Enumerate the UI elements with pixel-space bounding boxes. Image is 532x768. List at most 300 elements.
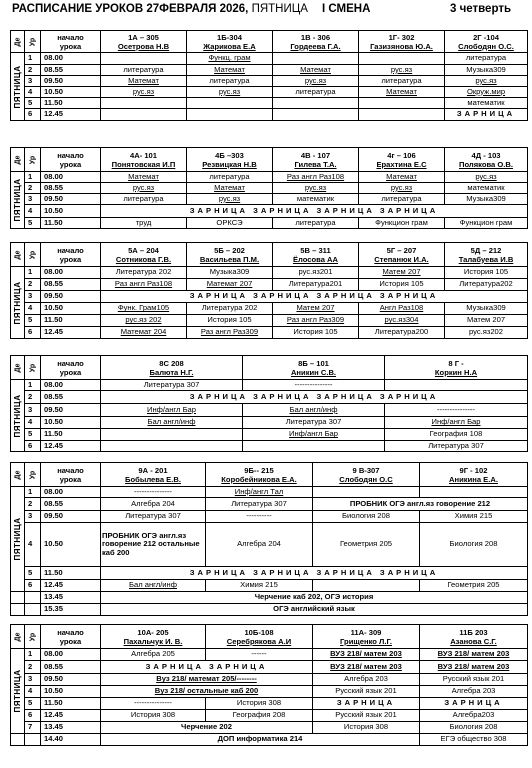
lesson-row xyxy=(11,511,528,523)
lesson-cell: литература xyxy=(359,194,445,205)
lesson-cell xyxy=(359,98,445,109)
lesson-number: 3 xyxy=(25,404,41,417)
lesson-cell: Музыка309 xyxy=(445,194,528,205)
lesson-cell xyxy=(359,53,445,65)
teacher-name: Азанова С.Г. xyxy=(450,636,497,646)
lesson-cell: Инф/англ Бар xyxy=(243,429,385,441)
lesson-cell: ЗАРНИЦА ЗАРНИЦА ЗАРНИЦА ЗАРНИЦА xyxy=(101,291,528,303)
lesson-cell: Литература201 xyxy=(273,279,359,291)
teacher-name: Коробейникова Е.А. xyxy=(221,474,297,484)
lesson-row xyxy=(11,429,528,441)
lesson-cell xyxy=(273,98,359,109)
class-name: 4г – 106 xyxy=(387,150,416,160)
lesson-cell: Раз англ Раз108 xyxy=(273,172,359,183)
lesson-cell: Биология 208 xyxy=(313,511,420,523)
teacher-name: Пахальчук И. В. xyxy=(123,636,183,646)
class-name: 8Б – 101 xyxy=(298,358,329,368)
lesson-row xyxy=(11,87,528,98)
lesson-cell xyxy=(187,109,273,121)
lesson-cell: Биология 208 xyxy=(420,722,528,734)
lesson-cell: рус.яз xyxy=(273,76,359,87)
lesson-number: 2 xyxy=(25,498,41,511)
lesson-cell: Русский язык 201 xyxy=(313,710,420,722)
lesson-cell: ПРОБНИК ОГЭ англ.яз говорение 212 остальные каб 200 xyxy=(101,523,206,567)
class-name: 5В – 311 xyxy=(300,245,331,255)
lesson-number: 4 xyxy=(25,87,41,98)
lesson-cell: История 105 xyxy=(445,267,528,279)
lesson-number: 6 xyxy=(25,109,41,121)
class-name: 2Г -104 xyxy=(473,32,499,42)
class-header xyxy=(385,356,528,380)
lesson-row xyxy=(11,315,528,327)
class-name: 8 Г - xyxy=(448,358,464,368)
teacher-name: Жарикова Е.А xyxy=(203,41,256,51)
class-header xyxy=(101,148,187,172)
teacher-name: Васильева П.М. xyxy=(199,254,260,264)
lesson-time: 11.50 xyxy=(41,698,101,710)
day-name: ПЯТНИЦА xyxy=(12,517,22,561)
lesson-cell: Математ xyxy=(187,65,273,76)
day-column-header: Де xyxy=(11,243,25,267)
lesson-row xyxy=(11,722,528,734)
lesson-number: 6 xyxy=(25,710,41,722)
lesson-number: 6 xyxy=(25,580,41,592)
class-name: 4Б –303 xyxy=(215,150,244,160)
teacher-name: Балюта Н.Г. xyxy=(149,367,194,377)
class-name: 1Б-304 xyxy=(217,32,242,42)
teacher-name: Резвицкая Н.В xyxy=(202,159,257,169)
class-header xyxy=(420,463,528,487)
lesson-cell xyxy=(359,109,445,121)
teacher-name: Сотникова Г.В. xyxy=(115,254,172,264)
lesson-cell: Математ 207 xyxy=(187,279,273,291)
lesson-cell: История 308 xyxy=(101,710,206,722)
lesson-time: 09.50 xyxy=(41,404,101,417)
class-header xyxy=(101,243,187,267)
lesson-number: 1 xyxy=(25,53,41,65)
lesson-cell: Окруж.мир xyxy=(445,87,528,98)
lesson-cell xyxy=(101,53,187,65)
lesson-number: 6 xyxy=(25,327,41,339)
teacher-name: Аникин С.В. xyxy=(290,367,337,377)
lesson-number: 3 xyxy=(25,194,41,205)
lesson-number: 3 xyxy=(25,291,41,303)
day-cell xyxy=(11,53,25,121)
lesson-row xyxy=(11,205,528,218)
lesson-cell: литература xyxy=(359,76,445,87)
start-label: урока xyxy=(59,254,82,264)
lesson-column-header: Ур xyxy=(25,148,41,172)
lesson-cell: ВУЗ 218/ матем 203 xyxy=(420,649,528,661)
day-cell xyxy=(11,267,25,339)
day-cell-empty xyxy=(11,604,25,616)
lesson-cell: математик xyxy=(445,98,528,109)
lesson-cell: рус.яз xyxy=(445,172,528,183)
class-name: 5Б – 202 xyxy=(214,245,245,255)
lesson-number: 2 xyxy=(25,279,41,291)
lesson-cell: --------------- xyxy=(243,380,385,391)
lesson-row xyxy=(11,172,528,183)
schedule-title: РАСПИСАНИЕ УРОКОВ 27ФЕВРАЛЯ 2026, ПЯТНИЦА xyxy=(12,3,308,15)
lesson-cell: математик xyxy=(445,183,528,194)
lesson-cell: История 105 xyxy=(359,279,445,291)
lesson-cell: --------------- xyxy=(101,487,206,498)
lesson-cell: Раз англ Раз309 xyxy=(273,315,359,327)
lesson-number xyxy=(25,604,41,616)
class-header xyxy=(313,625,420,649)
lesson-cell: литература xyxy=(187,76,273,87)
quarter-label: 3 четверть xyxy=(450,3,512,15)
lesson-time: 08.55 xyxy=(41,498,101,511)
class-name: 11Б 203 xyxy=(459,627,488,637)
lesson-cell: труд xyxy=(101,218,187,229)
lesson-cell: Музыка309 xyxy=(445,65,528,76)
lesson-cell: Литература 202 xyxy=(101,267,187,279)
lesson-cell: Музыка309 xyxy=(445,303,528,315)
lesson-cell: Математ xyxy=(101,172,187,183)
class-header xyxy=(420,625,528,649)
day-name: ПЯТНИЦА xyxy=(12,280,22,325)
lesson-cell: Геометрия 205 xyxy=(420,580,528,592)
lesson-row xyxy=(11,98,528,109)
start-label: урока xyxy=(59,636,82,646)
start-column-header xyxy=(41,356,101,380)
class-header xyxy=(445,243,528,267)
lesson-number: 5 xyxy=(25,567,41,580)
class-header xyxy=(359,243,445,267)
lesson-time: 10.50 xyxy=(41,303,101,315)
day-column-header: Де xyxy=(11,463,25,487)
lesson-time: 08.55 xyxy=(41,65,101,76)
class-header xyxy=(206,463,313,487)
lesson-cell: рус.яз xyxy=(445,76,528,87)
lesson-cell: Литература 307 xyxy=(101,380,243,391)
class-header xyxy=(359,148,445,172)
lesson-cell: География 208 xyxy=(206,710,313,722)
teacher-name: Грищенко Л.Г. xyxy=(340,636,392,646)
lesson-number: 4 xyxy=(25,205,41,218)
lesson-cell: Биология 208 xyxy=(420,523,528,567)
lesson-cell: География 108 xyxy=(385,429,528,441)
lesson-cell: Математ xyxy=(101,76,187,87)
lesson-cell: Черчение 202 xyxy=(101,722,313,734)
start-label: начало xyxy=(57,627,84,637)
lesson-cell: Математ xyxy=(359,172,445,183)
lesson-cell: литература xyxy=(273,218,359,229)
day-name: ПЯТНИЦА xyxy=(12,178,22,222)
lesson-cell: ---------- xyxy=(206,511,313,523)
lesson-cell: Литература 202 xyxy=(187,303,273,315)
lesson-time: 09.50 xyxy=(41,291,101,303)
lesson-column-header: Ур xyxy=(25,356,41,380)
lesson-time: 09.50 xyxy=(41,674,101,686)
lesson-row xyxy=(11,649,528,661)
lesson-row xyxy=(11,76,528,87)
lesson-number: 2 xyxy=(25,183,41,194)
lesson-time: 08.55 xyxy=(41,391,101,404)
lesson-cell xyxy=(187,98,273,109)
b1-header-row xyxy=(11,31,528,53)
lesson-cell: Инф/англ Тал xyxy=(206,487,313,498)
lesson-row xyxy=(11,674,528,686)
lesson-cell: Математ xyxy=(273,65,359,76)
teacher-name: Гордеева Г.А. xyxy=(290,41,341,51)
start-label: урока xyxy=(59,367,82,377)
lesson-time: 10.50 xyxy=(41,686,101,698)
lesson-cell: Англ Раз108 xyxy=(359,303,445,315)
lesson-cell: ВУЗ 218/ матем 203 xyxy=(313,649,420,661)
start-label: урока xyxy=(59,159,82,169)
lesson-cell: ОГЭ английский язык xyxy=(101,604,528,616)
lesson-cell: Алгебра 203 xyxy=(313,674,420,686)
lesson-number: 7 xyxy=(25,722,41,734)
lesson-number: 4 xyxy=(25,303,41,315)
start-column-header xyxy=(41,625,101,649)
class-name: 5А – 204 xyxy=(128,245,159,255)
teacher-name: Степанюк И.А. xyxy=(374,254,429,264)
lesson-cell: рус.яз202 xyxy=(445,327,528,339)
lesson-cell: Математ xyxy=(187,183,273,194)
teacher-name: Ерахтина Е.С xyxy=(376,159,427,169)
lesson-row xyxy=(11,380,528,391)
teacher-name: Осетрова Н.В xyxy=(117,41,170,51)
lesson-time: 08.00 xyxy=(41,172,101,183)
lesson-cell: Математ xyxy=(359,87,445,98)
lesson-cell: ЗАРНИЦА xyxy=(313,698,420,710)
lesson-row xyxy=(11,698,528,710)
lesson-time: 11.50 xyxy=(41,429,101,441)
class-header xyxy=(101,31,187,53)
lesson-cell: ЗАРНИЦА ЗАРНИЦА xyxy=(101,661,313,674)
lesson-time: 12.45 xyxy=(41,710,101,722)
lesson-cell: ОРКСЭ xyxy=(187,218,273,229)
class-name: 4Д - 103 xyxy=(471,150,501,160)
lesson-row xyxy=(11,441,528,452)
lesson-time: 12.45 xyxy=(41,327,101,339)
lesson-cell: рус.яз201 xyxy=(273,267,359,279)
lesson-cell: --------------- xyxy=(101,698,206,710)
lesson-cell: Функцион грам xyxy=(445,218,528,229)
lesson-row xyxy=(11,417,528,429)
lesson-row xyxy=(11,303,528,315)
lesson-cell: Литература 307 xyxy=(243,417,385,429)
lesson-cell: Инф/англ Бар xyxy=(385,417,528,429)
lesson-cell: ВУЗ 218/ матем 203 xyxy=(313,661,420,674)
lesson-time: 12.45 xyxy=(41,580,101,592)
lesson-time: 09.50 xyxy=(41,511,101,523)
lesson-cell: Функ. Грам105 xyxy=(101,303,187,315)
lesson-time: 13.45 xyxy=(41,592,101,604)
day-name: ПЯТНИЦА xyxy=(12,64,22,109)
class-header xyxy=(101,463,206,487)
lesson-number: 1 xyxy=(25,487,41,498)
class-header xyxy=(445,148,528,172)
lesson-number: 5 xyxy=(25,315,41,327)
lesson-cell: Музыка309 xyxy=(187,267,273,279)
lesson-time: 08.00 xyxy=(41,649,101,661)
class-name: 5Г – 207 xyxy=(386,245,417,255)
start-label: начало xyxy=(57,32,84,42)
lesson-time: 10.50 xyxy=(41,417,101,429)
class-header xyxy=(187,31,273,53)
day-cell xyxy=(11,380,25,452)
b2-header-row xyxy=(11,148,528,172)
teacher-name: Слободян О.С. xyxy=(458,41,514,51)
lesson-number: 2 xyxy=(25,65,41,76)
lesson-cell: литература xyxy=(101,194,187,205)
lesson-time: 14.40 xyxy=(41,734,101,746)
lesson-time: 09.50 xyxy=(41,194,101,205)
lesson-time: 11.50 xyxy=(41,98,101,109)
class-header xyxy=(313,463,420,487)
lesson-row xyxy=(11,710,528,722)
lesson-cell: Матем 207 xyxy=(359,267,445,279)
lesson-row xyxy=(11,604,528,616)
day-name: ПЯТНИЦА xyxy=(12,669,22,713)
lesson-cell: Матем 207 xyxy=(273,303,359,315)
lesson-cell: История 105 xyxy=(273,327,359,339)
lesson-number: 1 xyxy=(25,172,41,183)
lesson-row xyxy=(11,218,528,229)
lesson-cell: Литература200 xyxy=(359,327,445,339)
b3-table xyxy=(10,242,528,339)
lesson-number xyxy=(25,592,41,604)
lesson-cell: рус.яз304 xyxy=(359,315,445,327)
lesson-row xyxy=(11,291,528,303)
lesson-cell: История 308 xyxy=(206,698,313,710)
lesson-number: 3 xyxy=(25,511,41,523)
lesson-cell xyxy=(101,441,243,452)
class-header xyxy=(101,625,206,649)
teacher-name: Аникина Е.А. xyxy=(449,474,498,484)
lesson-row xyxy=(11,279,528,291)
lesson-row xyxy=(11,109,528,121)
lesson-row xyxy=(11,734,528,746)
start-label: начало xyxy=(57,465,84,475)
lesson-cell: Функц. грам xyxy=(187,53,273,65)
lesson-cell: ЗАРНИЦА xyxy=(445,109,528,121)
lesson-cell: литература xyxy=(187,172,273,183)
lesson-row xyxy=(11,686,528,698)
lesson-time: 08.00 xyxy=(41,487,101,498)
lesson-cell xyxy=(273,109,359,121)
lesson-row xyxy=(11,487,528,498)
lesson-row xyxy=(11,592,528,604)
lesson-cell: История 105 xyxy=(187,315,273,327)
b4-table xyxy=(10,355,528,452)
day-cell-empty xyxy=(11,592,25,604)
lesson-cell: Инф/англ Бар xyxy=(101,404,243,417)
lesson-cell: Математ 204 xyxy=(101,327,187,339)
lesson-cell: --------------- xyxy=(385,404,528,417)
lesson-cell: Функцион грам xyxy=(359,218,445,229)
shift-label: I СМЕНА xyxy=(322,3,371,15)
start-label: начало xyxy=(57,245,84,255)
lesson-cell: Алгебра203 xyxy=(420,710,528,722)
lesson-cell xyxy=(101,429,243,441)
lesson-cell: Химия 215 xyxy=(206,580,313,592)
lesson-time: 08.55 xyxy=(41,279,101,291)
lesson-number: 6 xyxy=(25,441,41,452)
lesson-row xyxy=(11,53,528,65)
lesson-cell: рус.яз 202 xyxy=(101,315,187,327)
teacher-name: Коркин Н.А xyxy=(434,367,478,377)
start-column-header xyxy=(41,243,101,267)
class-header xyxy=(206,625,313,649)
lesson-time: 08.55 xyxy=(41,183,101,194)
lesson-cell: Русский язык 201 xyxy=(313,686,420,698)
lesson-cell: Литература202 xyxy=(445,279,528,291)
lesson-time: 08.55 xyxy=(41,661,101,674)
lesson-number: 1 xyxy=(25,267,41,279)
lesson-row xyxy=(11,65,528,76)
class-name: 1А – 305 xyxy=(128,32,159,42)
lesson-cell: Алгебра 205 xyxy=(101,649,206,661)
lesson-time: 11.50 xyxy=(41,218,101,229)
lesson-cell: рус.яз xyxy=(359,183,445,194)
lesson-cell: литература xyxy=(273,87,359,98)
lesson-time: 08.00 xyxy=(41,267,101,279)
lesson-cell xyxy=(101,98,187,109)
day-cell-empty xyxy=(11,734,25,746)
lesson-cell: Химия 215 xyxy=(420,511,528,523)
class-header xyxy=(243,356,385,380)
lesson-cell: Матем 207 xyxy=(445,315,528,327)
day-column-header: Де xyxy=(11,31,25,53)
lesson-number: 2 xyxy=(25,661,41,674)
teacher-name: Понятовская И.П xyxy=(111,159,176,169)
lesson-number: 5 xyxy=(25,218,41,229)
day-column-header: Де xyxy=(11,148,25,172)
lesson-column-header: Ур xyxy=(25,243,41,267)
lesson-time: 11.50 xyxy=(41,315,101,327)
lesson-row xyxy=(11,661,528,674)
class-header xyxy=(187,243,273,267)
class-name: 9А - 201 xyxy=(138,465,168,475)
lesson-cell: рус.яз xyxy=(101,87,187,98)
lesson-row xyxy=(11,404,528,417)
lesson-cell: Бал англ/инф xyxy=(243,404,385,417)
lesson-cell: Литература 307 xyxy=(101,511,206,523)
b3-header-row xyxy=(11,243,528,267)
lesson-cell: Вуз 218/ математ 205/-------- xyxy=(101,674,313,686)
lesson-cell: рус.яз xyxy=(101,183,187,194)
class-name: 1В - 306 xyxy=(300,32,331,42)
lesson-time: 08.00 xyxy=(41,380,101,391)
lesson-time: 11.50 xyxy=(41,567,101,580)
lesson-number: 2 xyxy=(25,391,41,404)
lesson-cell: ЕГЭ общество 308 xyxy=(420,734,528,746)
lesson-cell xyxy=(385,380,528,391)
lesson-cell: История 308 xyxy=(313,722,420,734)
lesson-cell: Русский язык 201 xyxy=(420,674,528,686)
lesson-cell: ДОП информатика 214 xyxy=(101,734,420,746)
start-label: начало xyxy=(57,358,84,368)
lesson-number: 1 xyxy=(25,380,41,391)
lesson-row xyxy=(11,567,528,580)
lesson-cell: Геометрия 205 xyxy=(313,523,420,567)
day-name: ПЯТНИЦА xyxy=(12,393,22,438)
teacher-name: Бобылева Е.В. xyxy=(125,474,181,484)
lesson-column-header: Ур xyxy=(25,463,41,487)
lesson-time: 13.45 xyxy=(41,722,101,734)
start-column-header xyxy=(41,463,101,487)
class-name: 9 В-307 xyxy=(352,465,380,475)
lesson-cell: рус.яз xyxy=(359,65,445,76)
class-name: 4А- 101 xyxy=(129,150,158,160)
class-name: 5Д – 212 xyxy=(470,245,502,255)
lesson-cell: Алгебра 203 xyxy=(420,686,528,698)
